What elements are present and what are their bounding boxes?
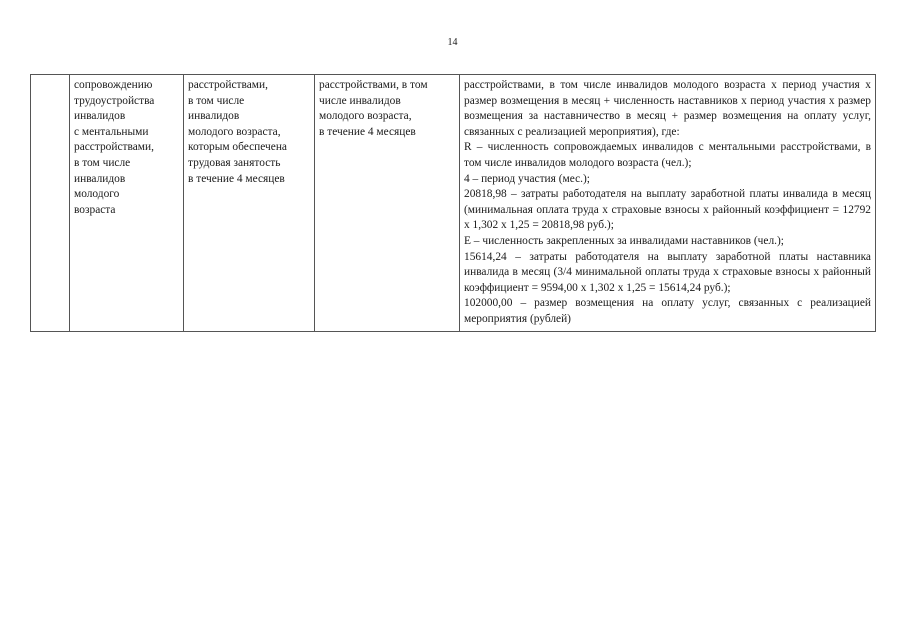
- table-cell-participants: [315, 75, 460, 332]
- calculation-paragraph: 4 – период участия (мес.);: [464, 172, 590, 185]
- cell-line: трудоустройства: [74, 94, 155, 107]
- cell-line: молодого возраста,: [319, 110, 412, 123]
- table-cell-calculation: [460, 75, 876, 332]
- cell-line: сопровождению: [74, 79, 153, 91]
- page-number: 14: [447, 37, 458, 48]
- cell-line: которым обеспечена: [188, 141, 287, 154]
- cell-line: возраста: [74, 203, 116, 216]
- cell-line: числе инвалидов: [319, 94, 401, 107]
- calculation-paragraph: E – численность закрепленных за инвалидами наставников (чел.);: [464, 234, 784, 247]
- calculation-paragraph: расстройствами, в том числе инвалидов молодого возраста х период участия х размер возмещения в месяц + численность наставников х период участия х размер возмещения за наставничество в месяц + размер возмещения на оплату услуг, связанных с реализацией мероприятия), где:: [464, 79, 871, 138]
- cell-line: расстройствами,: [74, 141, 154, 154]
- calculation-paragraph: 102000,00 – размер возмещения на оплату услуг, связанных с реализацией мероприятия (рублей): [464, 297, 871, 325]
- calculation-paragraph: 20818,98 – затраты работодателя на выплату заработной платы инвалида в месяц (минимальная оплата труда х страховые взносы х районный коэффициент = 12792 х 1,302 х 1,25 = 20818,98 руб.);: [464, 188, 871, 232]
- cell-line: в течение 4 месяцев: [319, 125, 416, 138]
- table-cell-result-indicator: [184, 75, 315, 332]
- cell-line: в том числе: [188, 94, 245, 107]
- cell-line: инвалидов: [188, 110, 240, 123]
- cell-line: расстройствами,: [188, 79, 268, 91]
- calculation-paragraph: R – численность сопровождаемых инвалидов с ментальными расстройствами, в том числе инвалидов молодого возраста (чел.);: [464, 141, 871, 169]
- document-table: [30, 74, 876, 332]
- cell-line: с ментальными: [74, 125, 149, 138]
- cell-line: расстройствами, в том: [319, 79, 428, 91]
- cell-line: молодого возраста,: [188, 125, 281, 138]
- table-cell-measure-name: [70, 75, 184, 332]
- cell-line: трудовая занятость: [188, 156, 281, 169]
- table-row: [31, 75, 876, 332]
- table-cell-index: [31, 75, 70, 332]
- cell-line: молодого: [74, 188, 120, 201]
- cell-line: в том числе: [74, 156, 131, 169]
- cell-line: инвалидов: [74, 172, 126, 185]
- cell-line: инвалидов: [74, 110, 126, 123]
- calculation-paragraph: 15614,24 – затраты работодателя на выплату заработной платы наставника инвалида в месяц (3/4 минимальной оплаты труда х страховые взносы х районный коэффициент = 9594,00 х 1,302 х 1,25 = 15614,24 руб.);: [464, 250, 871, 294]
- cell-line: в течение 4 месяцев: [188, 172, 285, 185]
